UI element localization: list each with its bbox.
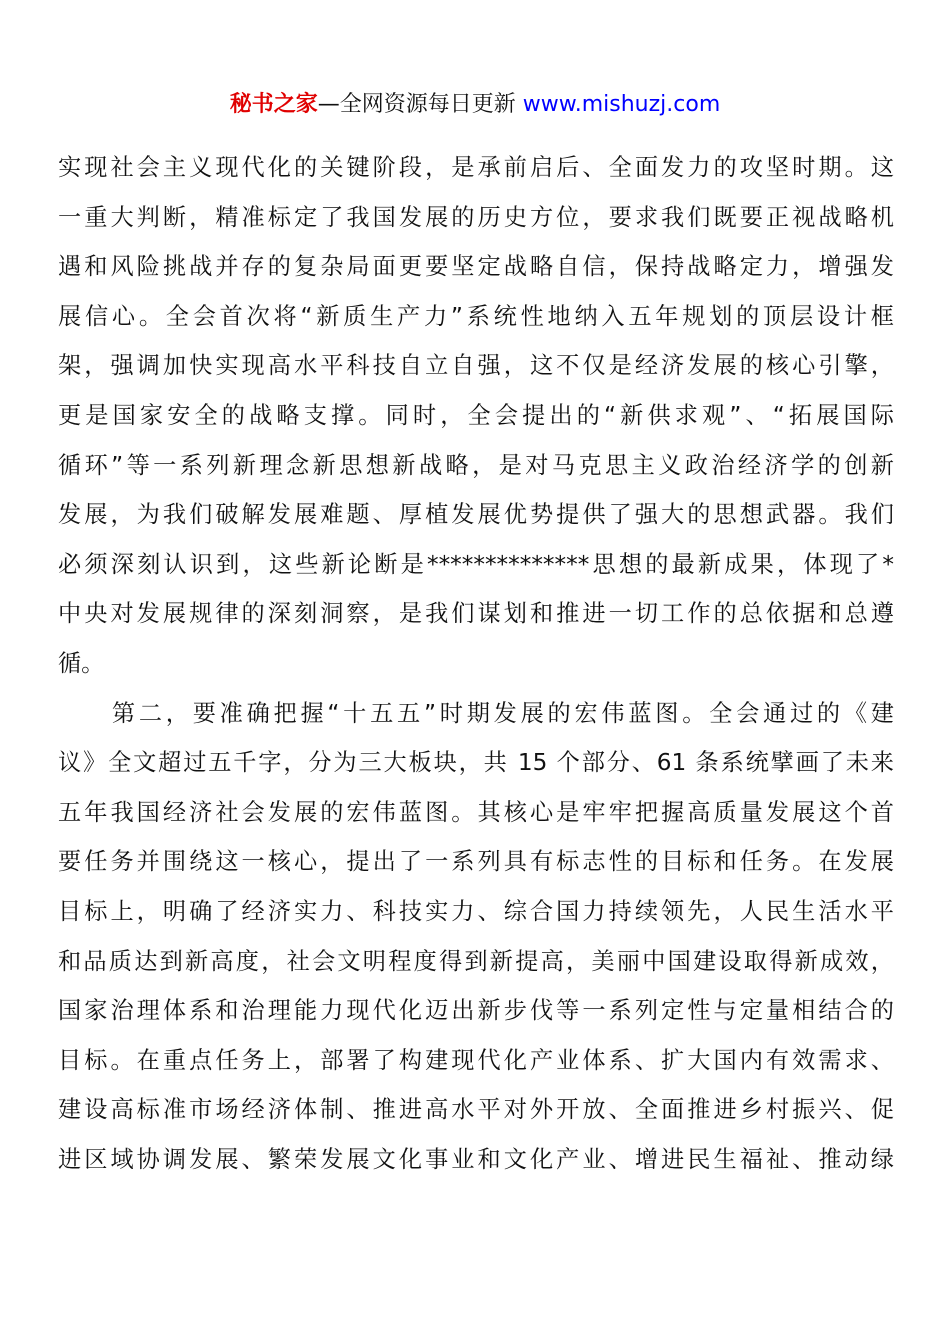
text-line: 实现社会主义现代化的关键阶段，是承前启后、全面发力的攻坚时期。这 (58, 154, 894, 181)
paragraph-1 (58, 143, 894, 689)
text-line: 五年我国经济社会发展的宏伟蓝图。其核心是牢牢把握高质量发展这个首 (58, 798, 894, 826)
text-line: 展信心。全会首次将“新质生产力”系统性地纳入五年规划的顶层设计框 (58, 302, 894, 330)
text-line: 架，强调加快实现高水平科技自立自强，这不仅是经济发展的核心引擎， (58, 352, 894, 380)
text-line: 必须深刻认识到，这些新论断是**************思想的最新成果，体现了* (58, 550, 894, 578)
text-line: 第二，要准确把握“十五五”时期发展的宏伟蓝图。全会通过的《建 (58, 699, 894, 727)
text-line: 循。 (58, 649, 105, 677)
text-line: 更是国家安全的战略支撑。同时，全会提出的“新供求观”、“拓展国际 (58, 401, 894, 429)
text-line: 遇和风险挑战并存的复杂局面更要坚定战略自信，保持战略定力，增强发 (58, 253, 894, 281)
text-line: 建设高标准市场经济体制、推进高水平对外开放、全面推进乡村振兴、促 (58, 1096, 894, 1124)
text-line: 一重大判断，精准标定了我国发展的历史方位，要求我们既要正视战略机 (58, 203, 894, 231)
paragraph-2 (58, 689, 894, 1185)
text-line: 目标。在重点任务上，部署了构建现代化产业体系、扩大国内有效需求、 (58, 1046, 894, 1074)
page-header (0, 86, 950, 124)
text-line: 议》全文超过五千字，分为三大板块，共 15 个部分、61 条系统擘画了未来 (58, 749, 894, 777)
text-line: 中央对发展规律的深刻洞察，是我们谋划和推进一切工作的总依据和总遵 (58, 600, 894, 628)
text-line: 要任务并围绕这一核心，提出了一系列具有标志性的目标和任务。在发展 (58, 848, 894, 876)
text-line: 进区域协调发展、繁荣发展文化事业和文化产业、增进民生福祉、推动绿 (58, 1145, 894, 1173)
text-line: 目标上，明确了经济实力、科技实力、综合国力持续领先，人民生活水平 (58, 897, 894, 925)
text-line: 循环”等一系列新理念新思想新战略，是对马克思主义政治经济学的创新 (58, 451, 894, 479)
text-line: 发展，为我们破解发展难题、厚植发展优势提供了强大的思想武器。我们 (58, 501, 894, 529)
text-line: 国家治理体系和治理能力现代化迈出新步伐等一系列定性与定量相结合的 (58, 997, 894, 1025)
text-line: 和品质达到新高度，社会文明程度得到新提高，美丽中国建设取得新成效， (58, 947, 894, 975)
header-site-link[interactable]: www.mishuzj.com (522, 92, 721, 117)
header-brand: 秘书之家 (229, 92, 318, 117)
header-tagline: —全网资源每日更新 (317, 92, 523, 117)
body-text (58, 143, 894, 1184)
